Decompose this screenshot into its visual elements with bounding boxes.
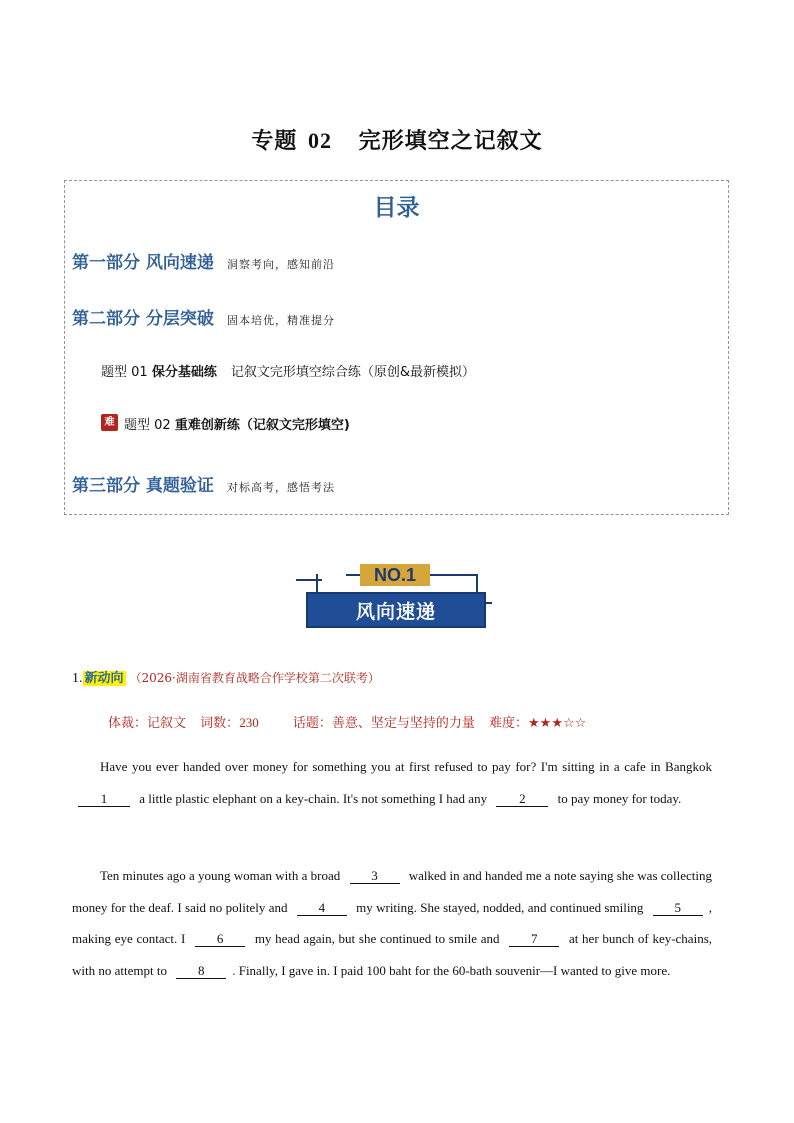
words-value: 230 [239, 715, 259, 730]
words-label: 词数： [200, 716, 240, 731]
toc-part-3 [72, 471, 335, 496]
toc-part-note: 固本培优，精准提分 [227, 314, 336, 327]
cloze-blank[interactable]: 4 [297, 901, 347, 916]
table-of-contents [64, 180, 729, 515]
topic-label: 话题： [292, 716, 332, 731]
subitem-bold: 重难创新练（记叙文完形填空) [174, 418, 350, 433]
document-title [0, 124, 794, 155]
cloze-blank[interactable]: 5 [653, 901, 703, 916]
subitem-bold: 保分基础练 [151, 365, 217, 380]
subitem-prefix: 题型 02 [124, 418, 175, 433]
banner-decoration-line [296, 579, 322, 581]
genre-value: 记叙文 [147, 716, 187, 731]
banner-decoration-line [476, 574, 478, 594]
passage-text: to pay money for today. [557, 790, 682, 806]
passage-text: Ten minutes ago a young woman with a broad [100, 868, 341, 883]
passage-text: , making eye contact. I [72, 899, 713, 946]
cloze-blank[interactable]: 6 [195, 932, 245, 947]
section-banner [296, 560, 496, 632]
topic-value: 善意、坚定与坚持的力量 [331, 716, 475, 731]
toc-part-note: 对标高考，感悟考法 [227, 481, 336, 494]
toc-part-note: 洞察考向，感知前沿 [227, 258, 336, 271]
question-source: （2026·湖南省教育战略合作学校第二次联考） [129, 671, 380, 685]
passage-text: walked in and handed me a note saying she was collecting money for the deaf. I said no politely and [72, 868, 713, 915]
difficulty-stars: ★★★☆☆ [528, 716, 587, 731]
genre-label: 体裁： [108, 716, 148, 731]
passage-text: a little plastic elephant on a key-chain. It's not something I had any [139, 790, 488, 806]
banner-number: NO.1 [360, 564, 430, 586]
passage-text: my head again, but she continued to smile and [254, 931, 500, 946]
passage-text: . Finally, I gave in. I paid 100 baht for the 60-bath souvenir—I wanted to give more. [232, 962, 671, 978]
cloze-blank[interactable]: 7 [509, 932, 559, 947]
subitem-desc: 记叙文完形填空综合练（原创&最新模拟） [230, 365, 475, 380]
passage-paragraph-2 [72, 860, 712, 986]
cloze-blank[interactable]: 1 [78, 792, 130, 807]
toc-subitem-type-01 [101, 361, 475, 380]
question-number: 1. [72, 671, 83, 686]
toc-part-label: 第一部分 风向速递 [72, 253, 214, 273]
toc-part-label: 第二部分 分层突破 [72, 309, 214, 329]
passage-text: Have you ever handed over money for something you at first refused to pay for? I'm sitting in a cafe in Bangkok [100, 759, 712, 774]
passage-text: my writing. She stayed, nodded, and continued smiling [356, 899, 644, 915]
toc-part-1 [72, 248, 335, 273]
passage-text: at her bunch of key-chains, with no attempt to [72, 931, 713, 978]
difficulty-label: 难度： [489, 716, 529, 731]
cloze-blank[interactable]: 8 [176, 964, 226, 979]
title-prefix: 专题 [251, 129, 298, 154]
title-main: 完形填空之记叙文 [358, 129, 543, 154]
question-header [72, 667, 380, 687]
toc-part-2 [72, 304, 335, 329]
new-trend-tag: 新动向 [84, 671, 124, 686]
toc-heading: 目录 [373, 195, 420, 221]
banner-title: 风向速递 [306, 592, 486, 628]
subitem-prefix: 题型 01 [101, 365, 152, 380]
difficulty-badge-icon: 难 [101, 414, 118, 431]
passage-paragraph-1 [72, 751, 712, 814]
cloze-blank[interactable]: 3 [350, 869, 400, 884]
passage-meta [108, 712, 586, 731]
toc-subitem-type-02 [101, 414, 350, 434]
title-number: 02 [308, 128, 332, 153]
cloze-blank[interactable]: 2 [496, 792, 548, 807]
toc-part-label: 第三部分 真题验证 [72, 476, 214, 496]
